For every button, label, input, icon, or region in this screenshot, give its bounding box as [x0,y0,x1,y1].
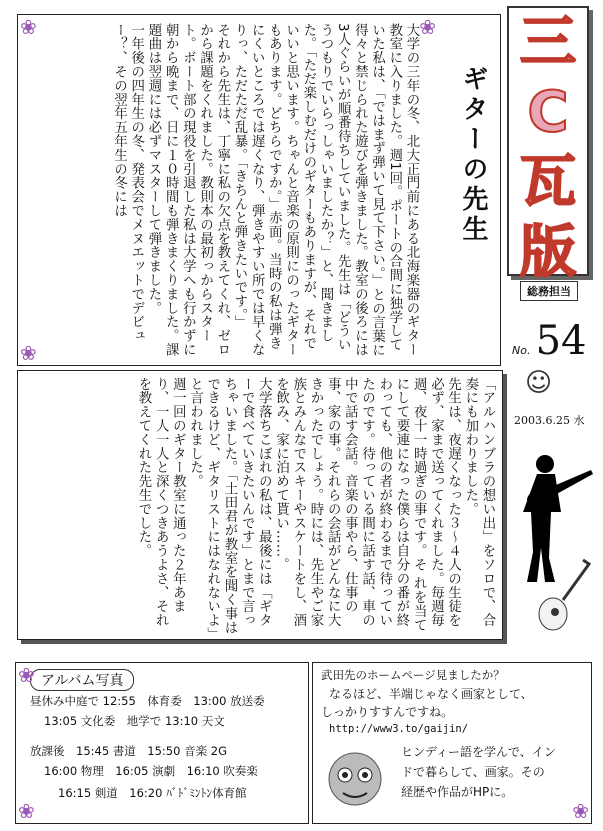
album-line: 13:05 文化委 地学で 13:10 天文 [44,714,225,728]
flower-corner-icon: ❀ [419,15,436,39]
album-line: 放課後 15:45 書道 15:50 音楽 2G [30,744,227,758]
album-box [15,662,309,824]
ink-face-icon [323,747,387,811]
article1-box [17,14,501,366]
article2-box [17,370,503,640]
flower-corner-icon: ❀ [20,341,37,365]
masthead [507,6,589,285]
masthead-char: 瓦 [520,150,576,215]
homepage-question: 武田先のホームページ見ましたか？ [321,668,505,682]
album-line: 16:15 剣道 16:20 ﾊﾞﾄﾞﾐﾝﾄﾝ体育館 [58,786,247,800]
flower-corner-icon: ❀ [18,663,35,687]
article1-title: ギターの先生 [458,65,488,245]
homepage-line2: しっかりすすんですね。 [321,705,454,719]
article2-body: 「アルハンブラの想い出」をソロで、合奏にも加わりました。 先生は、夜遅くなった３～４人の生徒を必ず、家まで送ってくれました。毎週毎週、夜十一時過ぎの事です。そ れを当てにして要連になった僕らは自分の番が終わっても、他の者が終わるまで待っていたのです。待っている間に話す話、車の中で話す会話。音楽の事やら、仕事の事、家の事。それらの会話がどんなに大きかったでしょう。時には、先生やご家族とみんなでスキーやスケートをし、酒を飲み、家に泊めて貰い……。 大学落ちこぼれの私は、最後には「ギターで食べていきたいんです」とまで言っちゃいました。「土田君が教室を聞く事はできるけど、ギタリストにはなれないよ」と言われました。 週一回のギター教室に通った２年あまり、一人一人と深くつきあうよさ、それを教えてくれた先生でした。 [135,377,495,635]
homepage-note1: ヒンディー語を学んで、イン [401,745,556,759]
masthead-char: 版 [520,220,576,285]
homepage-url[interactable]: http://www3.to/gaijin/ [329,723,469,735]
homepage-note2: ドで暮らして、画家。その [401,765,545,779]
issue-number [512,318,586,364]
issue-date: 2003.6.25 水 [514,414,585,427]
issue-value: 54 [535,318,587,364]
album-line: 16:00 物理 16:05 演劇 16:10 吹奏楽 [44,764,258,778]
album-title: アルバム写真 [30,669,134,691]
homepage-line1: なるほど、半端じゃなく画家として、 [329,687,533,701]
homepage-note3: 経歴や作品がHPに。 [401,785,514,799]
issue-prefix: No. [512,344,531,357]
flower-corner-icon: ❀ [20,15,37,39]
flower-corner-icon: ❀ [18,799,35,823]
flower-corner-icon: ❀ [572,799,589,823]
publisher-label: 総務担当 [520,281,578,301]
homepage-box [312,662,592,824]
masthead-char: 三 [520,10,576,75]
album-line: 昼休み中庭で 12:55 体育委 13:00 放送委 [30,694,265,708]
guitar-icon [533,556,593,636]
article1-body: 大学の三年の冬、北大正門前にある北海楽器のギター教室に入りました。週1回。ポートの合間に独学していた私は、「ではまず弾いて見て下さい。」との言葉に得々と禁じられた遊びを弾きました。教室の後ろには3人ぐらいが順番待ちしていました。先生は「どういうつもりでいらっしゃいましたか？」と、聞きました。「ただ楽しむだけのギターもありますが、それでいいと思います。ちゃんと音楽の原則にのったギターもあります。どちらですか。」赤面。当時の私は弾きにくいところでは遅くなり、弾きやすい所では早くなりっ、ただただ乱暴。「きちんと弾きたいです。」 それから先生は、丁寧に私の欠点を教えてくれ、ゼロから課題をくれました。教則本の最初っからスタート。ボート部の現役を引退した私は大学へも行かずに朝から晩まで、日に１０時間も弾きまくりました。課題曲は翌週には必ずマスターして弾きました。 一年後の四年生の冬、発表会でメヌエットでデビュー？、その翌年五年生の冬には [111,23,419,358]
masthead-char: C [527,80,569,145]
cartoon-face-icon: ☺ [525,368,553,398]
